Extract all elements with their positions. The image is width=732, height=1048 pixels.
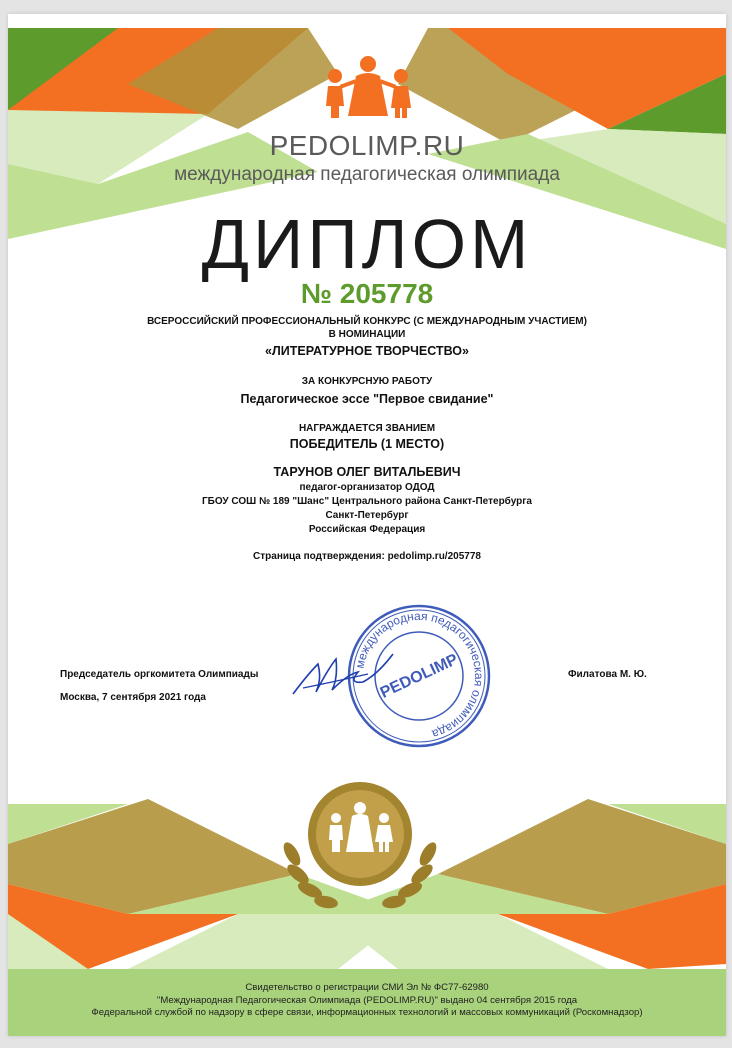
recipient-city: Санкт-Петербург bbox=[325, 510, 409, 521]
brand-name: PEDOLIMP.RU bbox=[269, 130, 465, 161]
footer-line-2: "Международная Педагогическая Олимпиада (PEDOLIMP.RU)" выдано 04 сентября 2015 года bbox=[156, 994, 578, 1006]
footer-line-1: Свидетельство о регистрации СМИ Эл № ФС77-62980 bbox=[245, 982, 489, 993]
date-place: Москва, 7 сентября 2021 года bbox=[60, 692, 206, 703]
confirmation-link[interactable]: Страница подтверждения: pedolimp.ru/205778 bbox=[253, 551, 481, 562]
brand-subtitle: международная педагогическая олимпиада bbox=[174, 164, 560, 185]
work-label: ЗА КОНКУРСНУЮ РАБОТУ bbox=[301, 376, 433, 387]
stamp-center-text: PEDOLIMP bbox=[377, 651, 461, 702]
recipient-position: педагог-организатор ОДОД bbox=[299, 482, 435, 493]
official-stamp bbox=[344, 601, 494, 751]
recipient-country: Российская Федерация bbox=[308, 524, 426, 535]
family-logo-icon bbox=[318, 54, 418, 124]
registration-footer bbox=[8, 982, 726, 1020]
work-title: Педагогическое эссе "Первое свидание" bbox=[240, 392, 494, 406]
chair-label: Председатель оргкомитета Олимпиады bbox=[60, 669, 259, 680]
diploma-sheet bbox=[8, 14, 726, 1036]
footer-line-3: Федеральной службой по надзору в сфере связи, информационных технологий и массовых коммуникаций (Роскомнадзор) bbox=[91, 1007, 643, 1018]
family-medal-icon bbox=[270, 774, 450, 924]
signer-name: Филатова М. Ю. bbox=[568, 669, 647, 680]
recipient-organization: ГБОУ СОШ № 189 "Шанс" Центрального района Санкт-Петербурга bbox=[202, 496, 532, 507]
award-label: НАГРАЖДАЕТСЯ ЗВАНИЕМ bbox=[298, 423, 436, 434]
diploma-number: № 205778 bbox=[300, 278, 434, 309]
contest-line: ВСЕРОССИЙСКИЙ ПРОФЕССИОНАЛЬНЫЙ КОНКУРС (С МЕЖДУНАРОДНЫМ УЧАСТИЕМ) bbox=[147, 316, 587, 327]
diploma-title: ДИПЛОМ bbox=[201, 205, 533, 283]
stamp-ring-text: международная педагогическая олимпиада bbox=[352, 608, 487, 742]
award-value: ПОБЕДИТЕЛЬ (1 МЕСТО) bbox=[289, 437, 445, 451]
nomination-value: «ЛИТЕРАТУРНОЕ ТВОРЧЕСТВО» bbox=[265, 344, 469, 358]
recipient-name: ТАРУНОВ ОЛЕГ ВИТАЛЬЕВИЧ bbox=[273, 465, 461, 479]
nomination-label: В НОМИНАЦИИ bbox=[328, 329, 406, 340]
